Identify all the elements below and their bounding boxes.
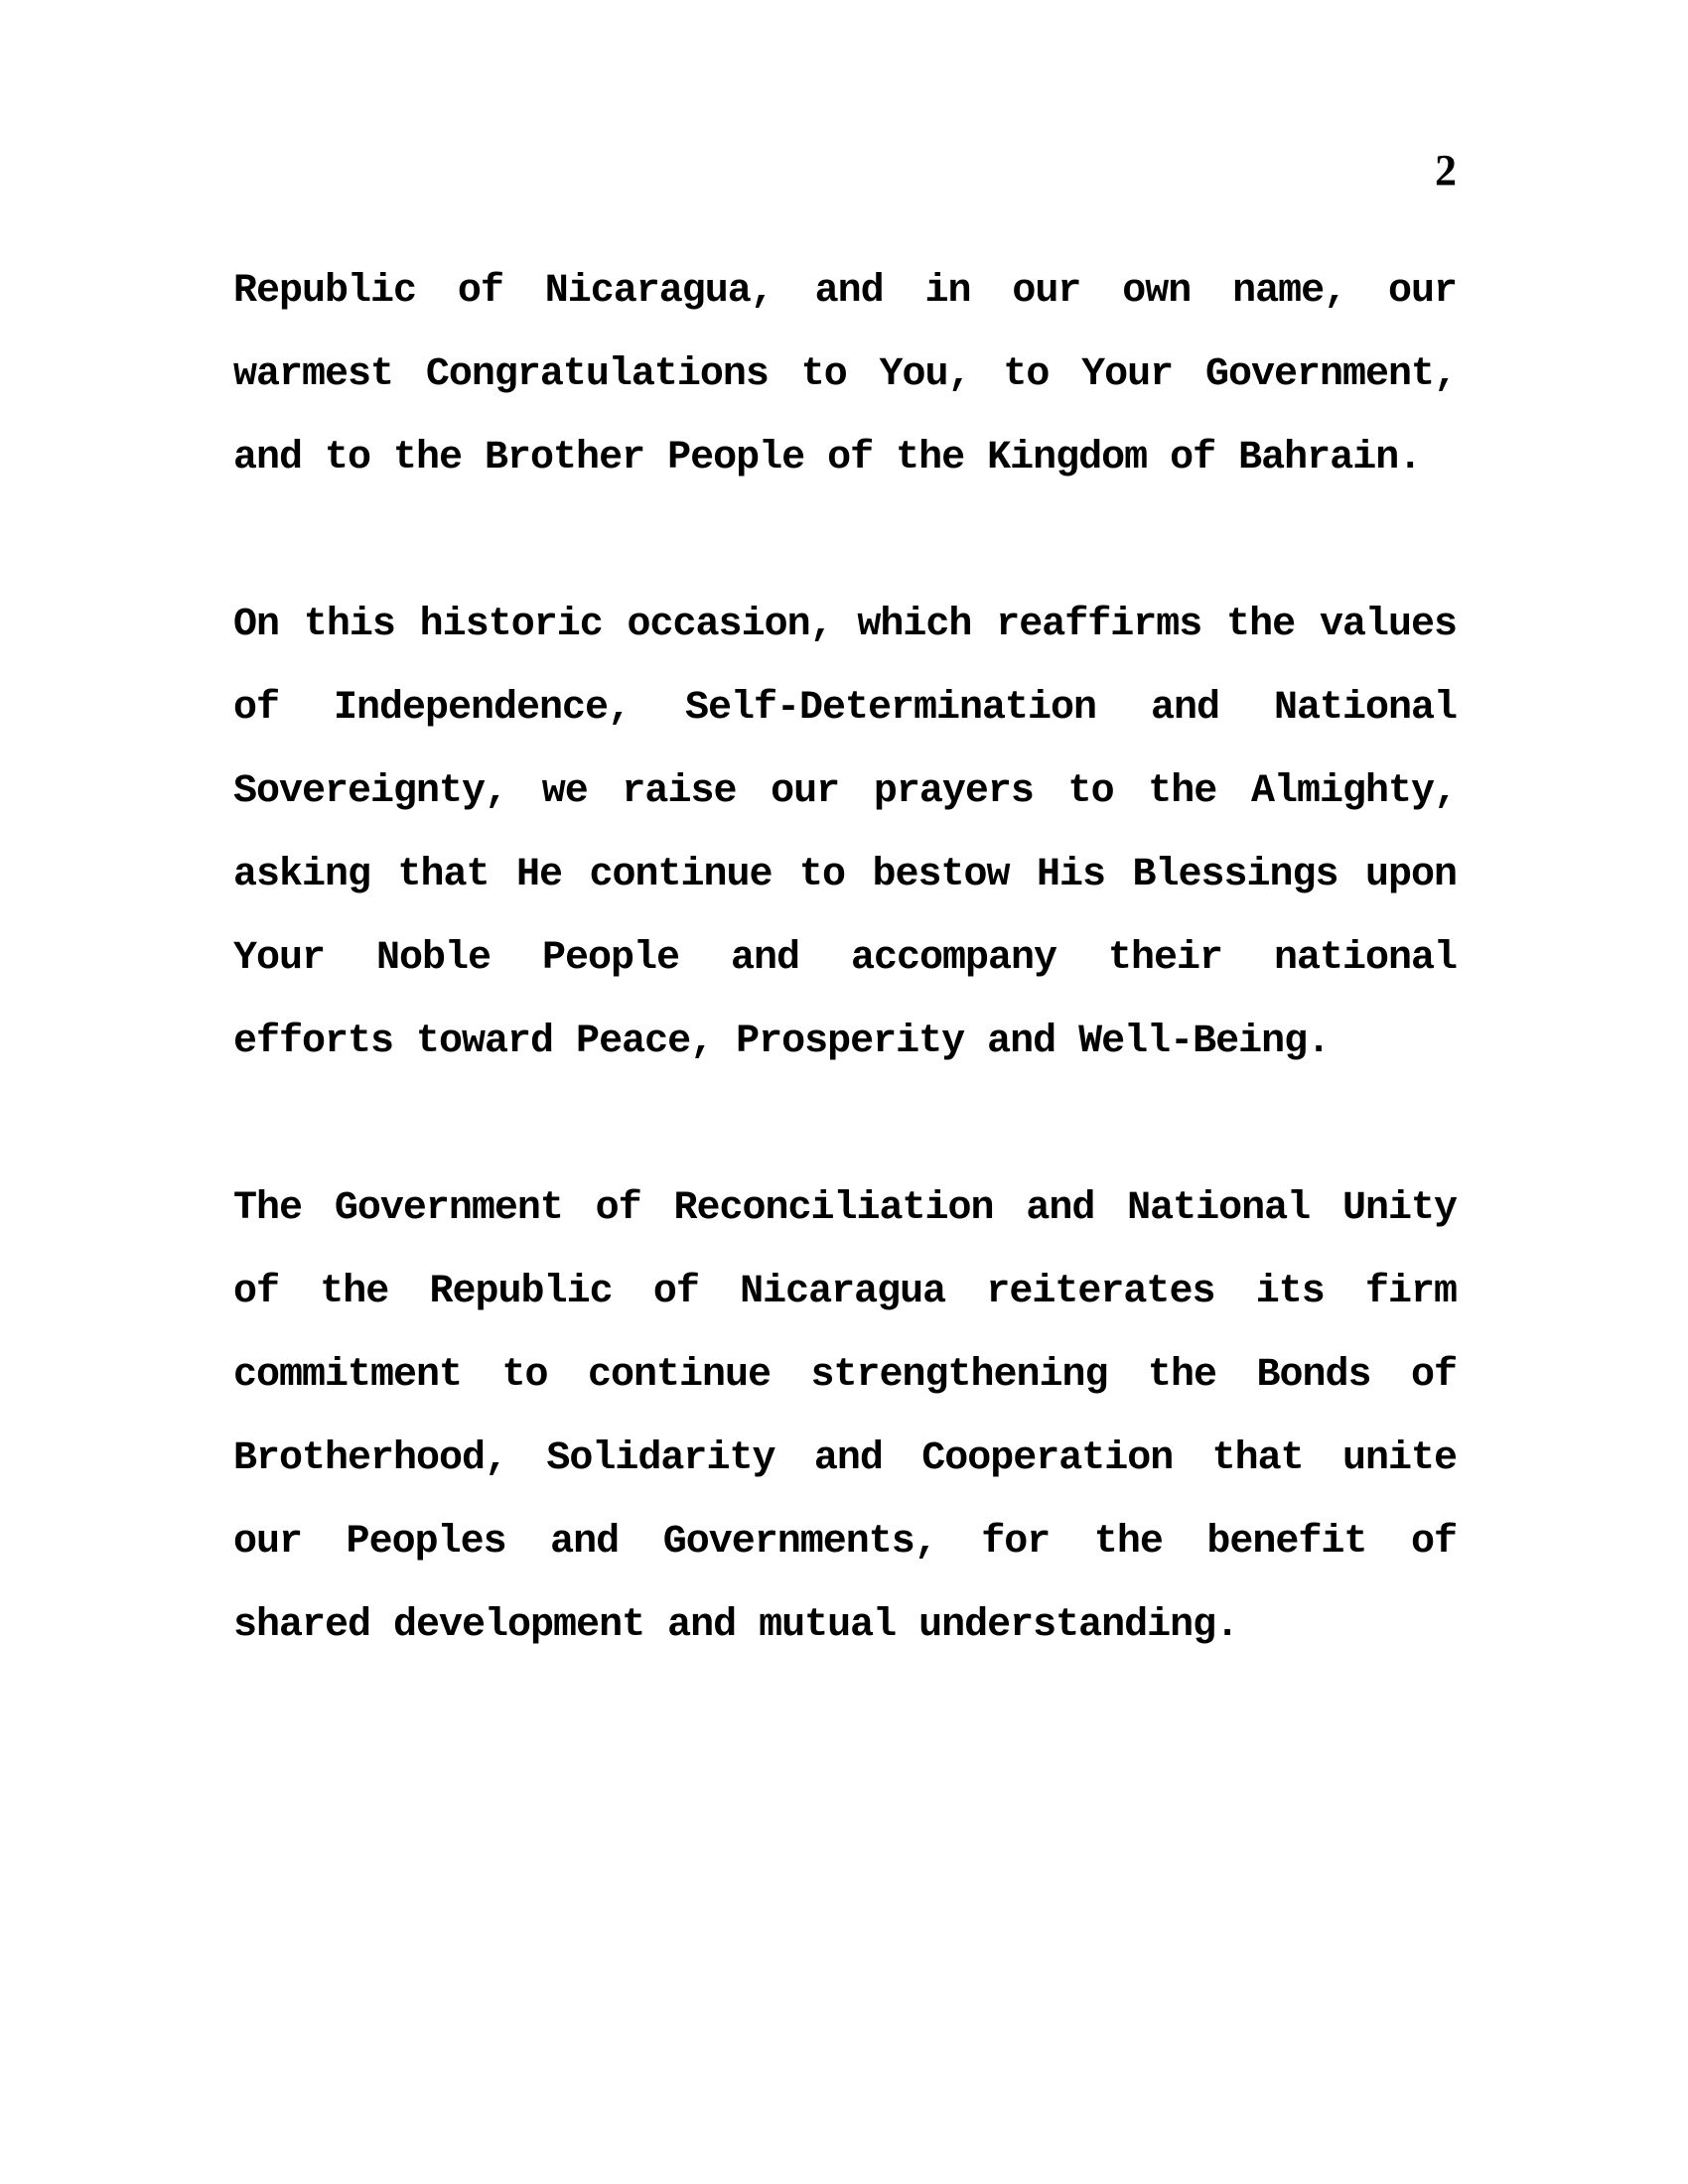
page-number: 2 (1435, 146, 1457, 195)
paragraph-salutation: Republic of Nicaragua, and in our own name, our warmest Congratulations to You, to Your Government, and to the Brother People of the Kingdom of Bahrain. (233, 269, 1457, 480)
paragraph-commitment: The Government of Reconciliation and National Unity of the Republic of Nicaragua reiterates its firm commitment to continue strengthening the Bonds of Brotherhood, Solidarity and Cooperation that unite our Peoples and Governments, for the benefit of shared development and mutual understanding. (233, 1186, 1457, 1648)
document-body (233, 250, 1457, 1668)
paragraph-occasion: On this historic occasion, which reaffirms the values of Independence, Self-Determination and National Sovereignty, we raise our prayers to the Almighty, asking that He continue to bestow His Blessings upon Your Noble People and accompany their national efforts toward Peace, Prosperity and Well-Being. (233, 603, 1457, 1064)
